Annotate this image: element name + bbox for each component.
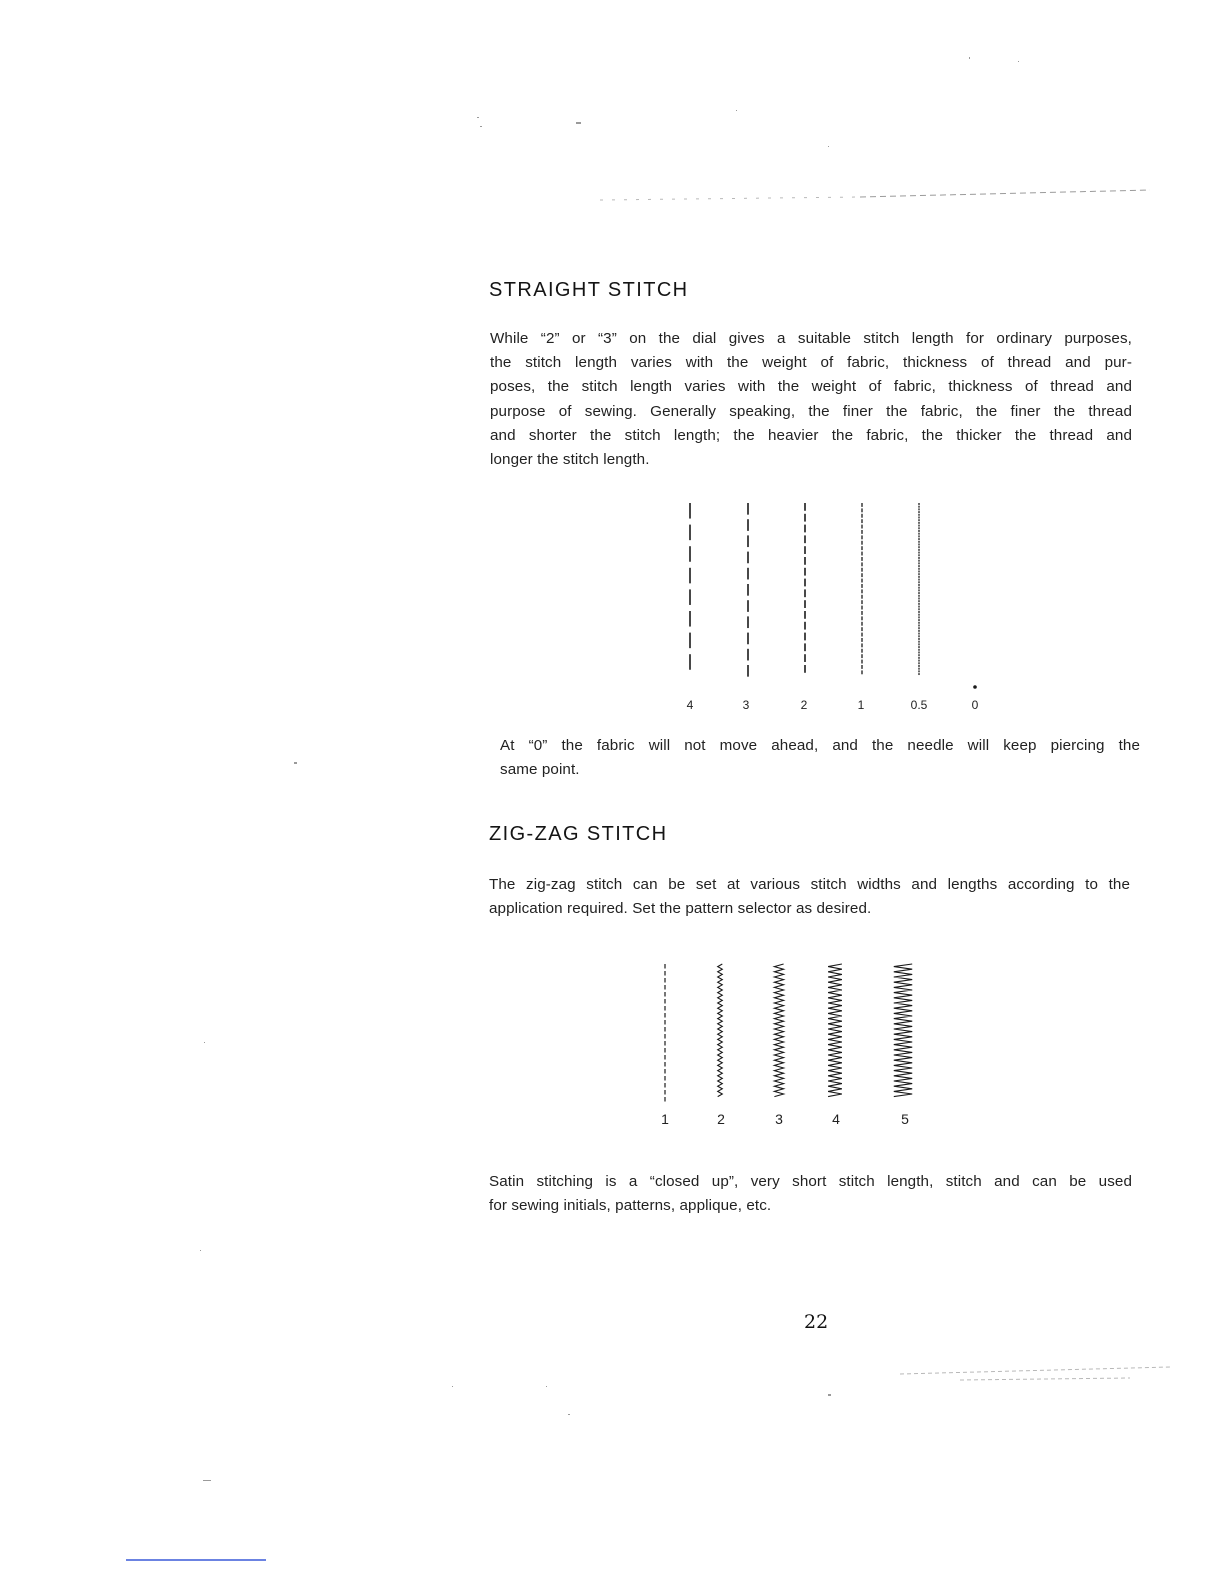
zigzag-stitch-label: 5: [901, 1111, 909, 1127]
straight-stitch-label: 0: [971, 698, 979, 712]
zigzag-stitch-line-4: [828, 964, 842, 1097]
paragraph-line: application required. Set the pattern selector as desired.: [489, 900, 872, 918]
zigzag-stitch-line-3: [774, 964, 783, 1097]
paragraph-line: purpose of sewing. Generally speaking, the finer the fabric, the finer the thread: [490, 402, 1132, 420]
straight-stitch-label: 3: [742, 698, 750, 712]
straight-stitch-note: [500, 734, 1140, 782]
paragraph-line: While “2” or “3” on the dial gives a suitable stitch length for ordinary purposes,: [490, 330, 1132, 347]
zigzag-stitch-label: 1: [661, 1111, 669, 1127]
straight-stitch-line-6: [973, 685, 977, 689]
note-line: same point.: [500, 761, 580, 779]
note-line: At “0” the fabric will not move ahead, and the needle will keep piercing the: [500, 737, 1140, 754]
zigzag-stitch-line-2: [718, 964, 723, 1097]
zigzag-stitch-heading: ZIG-ZAG STITCH: [489, 823, 668, 845]
note-line: for sewing initials, patterns, applique, etc.: [489, 1197, 772, 1215]
zigzag-stitch-paragraph: [489, 873, 1130, 921]
straight-stitch-label: 1: [857, 698, 865, 712]
paragraph-line: poses, the stitch length varies with the weight of fabric, thickness of thread and: [490, 378, 1132, 396]
straight-stitch-label: 2: [800, 698, 808, 712]
straight-stitch-label: 4: [686, 698, 694, 712]
note-line: Satin stitching is a “closed up”, very short stitch length, stitch and can be used: [489, 1173, 1132, 1190]
zigzag-stitch-label: 4: [832, 1111, 840, 1127]
zigzag-stitch-label: 2: [717, 1111, 725, 1127]
zigzag-stitch-note: [489, 1170, 1132, 1218]
page-number: 22: [804, 1311, 829, 1333]
zigzag-stitch-label: 3: [775, 1111, 783, 1127]
paragraph-line: The zig-zag stitch can be set at various stitch widths and lengths according to the: [489, 876, 1130, 893]
paragraph-line: and shorter the stitch length; the heavier the fabric, the thicker the thread and: [490, 426, 1132, 444]
straight-stitch-paragraph: [490, 327, 1132, 472]
zigzag-stitch-figure: [640, 958, 940, 1108]
straight-stitch-label: 0.5: [910, 698, 928, 712]
paragraph-line: the stitch length varies with the weight of fabric, thickness of thread and pur-: [490, 354, 1132, 372]
straight-stitch-heading: STRAIGHT STITCH: [489, 279, 689, 301]
paragraph-line: longer the stitch length.: [490, 451, 650, 469]
zigzag-stitch-line-5: [894, 964, 912, 1097]
straight-stitch-figure: [660, 495, 1000, 695]
